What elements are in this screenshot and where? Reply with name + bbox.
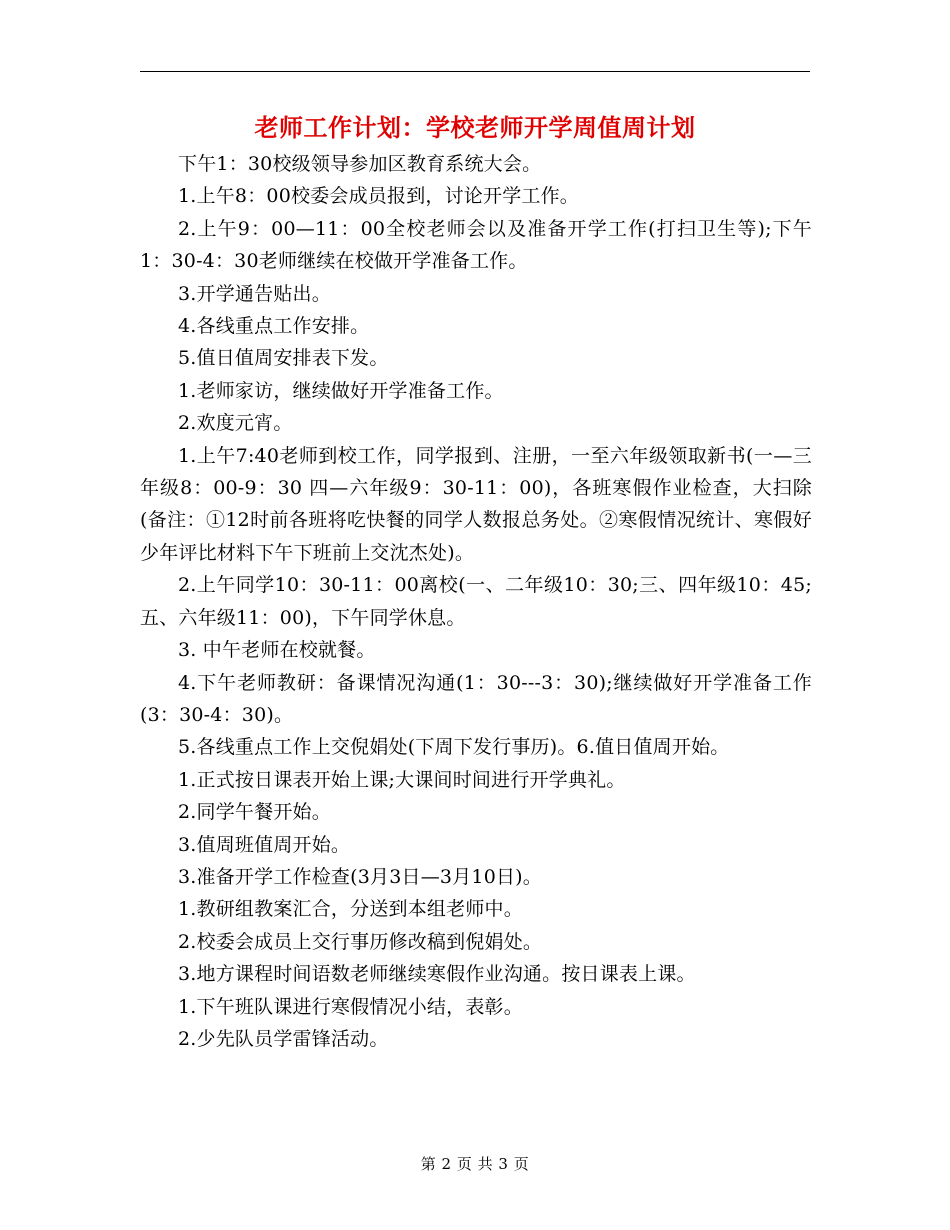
- paragraph: 3.准备开学工作检查(3月3日—3月10日)。: [178, 865, 542, 888]
- paragraph: 5.各线重点工作上交倪娟处(下周下发行事历)。6.值日值周开始。: [178, 736, 730, 759]
- paragraph: 1.正式按日课表开始上课;大课间时间进行开学典礼。: [178, 768, 626, 791]
- paragraph: 1.老师家访，继续做好开学准备工作。: [178, 379, 504, 402]
- paragraph: 2.校委会成员上交行事历修改稿到倪娟处。: [178, 930, 543, 953]
- paragraph: 4.各线重点工作安排。: [178, 315, 370, 338]
- document-title: 老师工作计划：学校老师开学周值周计划: [254, 113, 696, 142]
- paragraph: 3.值周班值周开始。: [178, 833, 351, 856]
- paragraph: 5.值日值周安排表下发。: [178, 347, 389, 370]
- paragraph: 2.少先队员学雷锋活动。: [178, 1027, 389, 1050]
- header-rule: [140, 71, 810, 72]
- paragraph: 1.下午班队课进行寒假情况小结，表彰。: [178, 995, 523, 1018]
- paragraph: 2.上午9：00—11：00全校老师会以及准备开学工作(打扫卫生等);下午1：30-4：30老师继续在校做开学准备工作。: [140, 217, 812, 273]
- paragraph: 2.同学午餐开始。: [178, 801, 331, 824]
- document-body: [140, 148, 812, 1055]
- paragraph: 1.上午8：00校委会成员报到，讨论开学工作。: [178, 185, 579, 208]
- paragraph: 3.开学通告贴出。: [178, 282, 331, 305]
- paragraph: 1.教研组教案汇合，分送到本组老师中。: [178, 898, 523, 921]
- paragraph: 4.下午老师教研：备课情况沟通(1：30---3：30);继续做好开学准备工作(3：30-4：30)。: [140, 671, 812, 726]
- paragraph: 1.上午7:40老师到校工作，同学报到、注册，一至六年级领取新书(一—三年级8：00-9：30 四—六年级9：30-11：00)，各班寒假作业检查，大扫除(备注：①12时前各班将吃快餐的同学人数报总务处。②寒假情况统计、寒假好少年评比材料下午下班前上交沈杰处)。: [140, 444, 812, 564]
- paragraph: 3.地方课程时间语数老师继续寒假作业沟通。按日课表上课。: [178, 963, 696, 986]
- paragraph: 2.欢度元宵。: [178, 412, 293, 435]
- paragraph: 3. 中午老师在校就餐。: [178, 639, 376, 662]
- paragraph: 2.上午同学10：30-11：00离校(一、二年级10：30;三、四年级10：45;五、六年级11：00)，下午同学休息。: [140, 574, 812, 629]
- paragraph: 下午1：30校级领导参加区教育系统大会。: [178, 153, 542, 175]
- page-number: 第 2 页 共 3 页: [420, 1155, 530, 1173]
